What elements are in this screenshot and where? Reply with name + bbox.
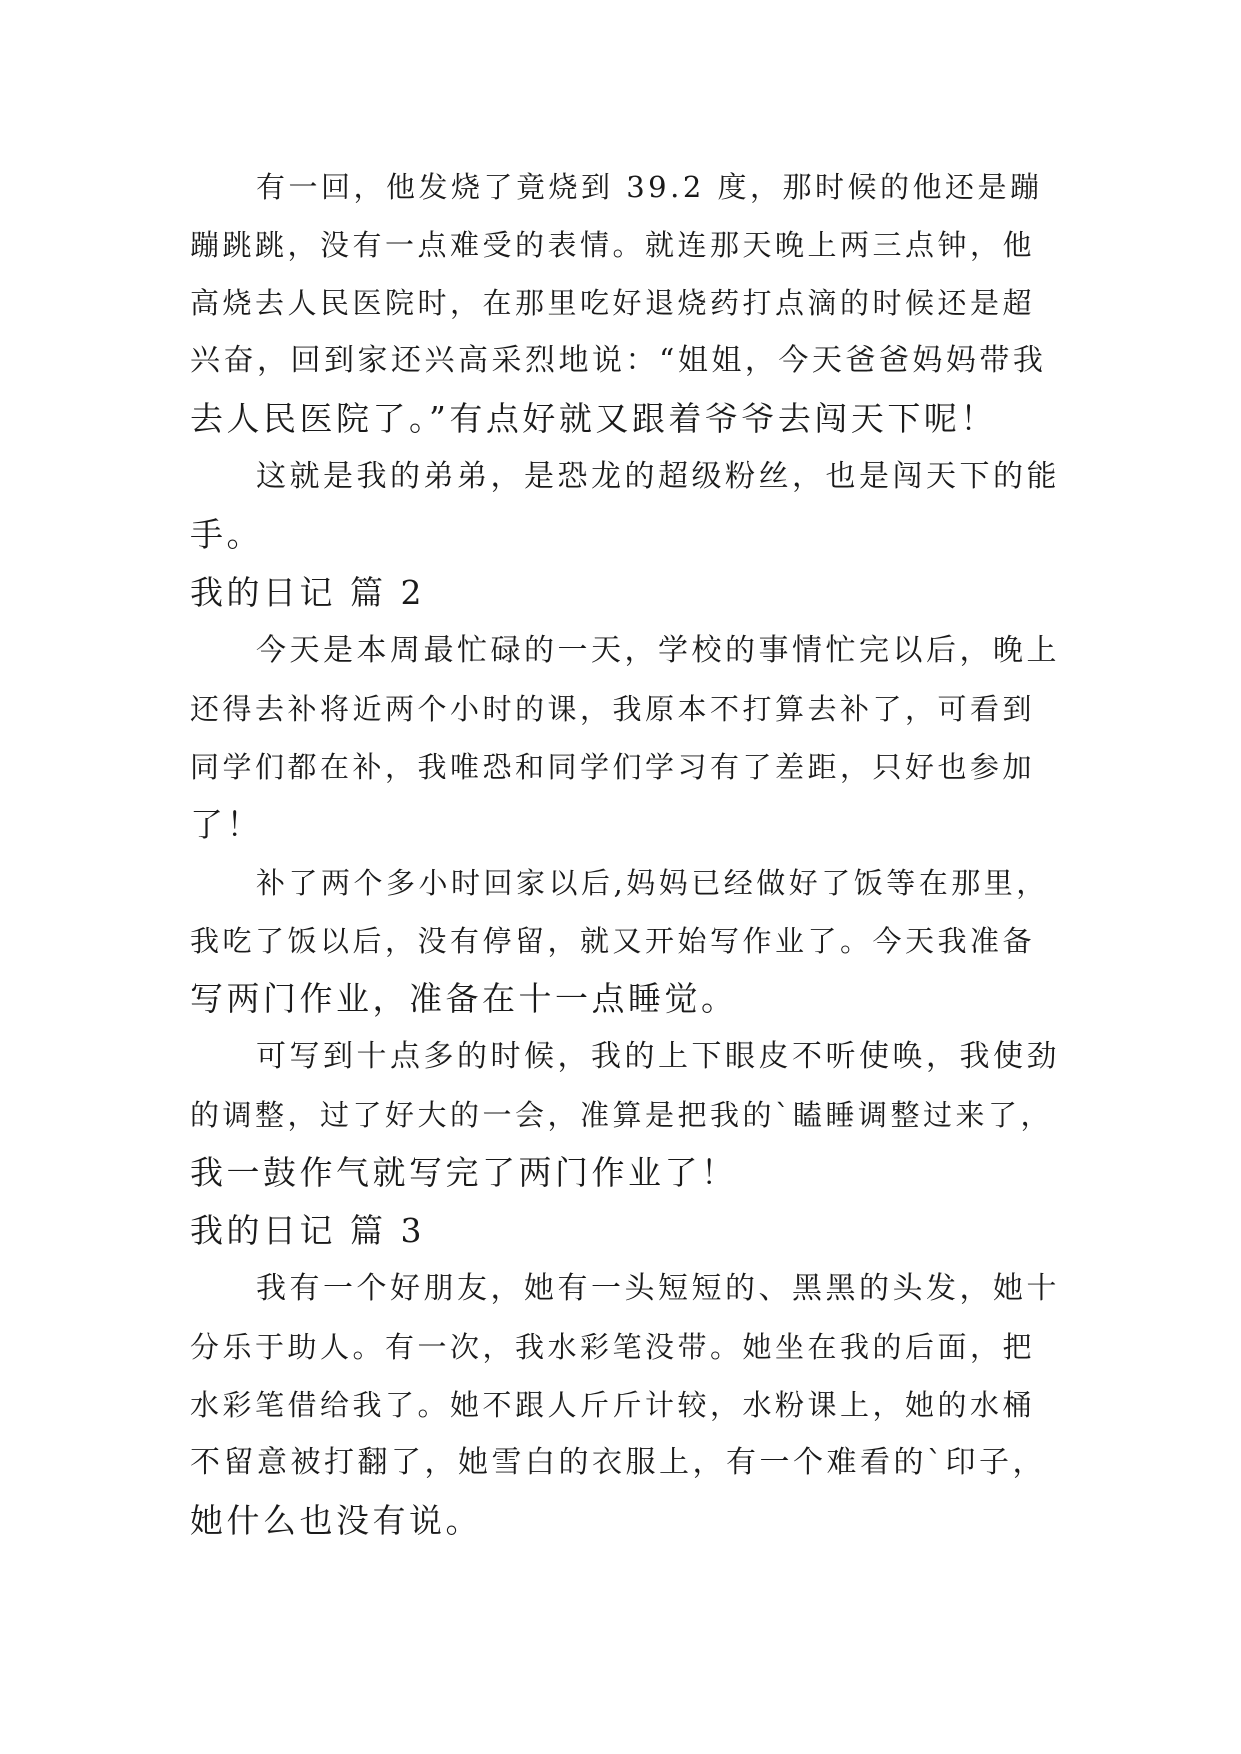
paragraph-line: 补了两个多小时回家以后,妈妈已经做好了饭等在那里， [256, 866, 1049, 900]
paragraph-line: 了！ [190, 805, 263, 844]
paragraph-line: 今天是本周最忙碌的一天，学校的事情忙完以后，晚上 [256, 633, 1060, 668]
paragraph-line: 我吃了饭以后，没有停留，就又开始写作业了。今天我准备 [190, 924, 1036, 958]
paragraph-line: 手。 [190, 515, 263, 554]
paragraph-line: 可写到十点多的时候，我的上下眼皮不听使唤，我使劲 [256, 1039, 1060, 1074]
paragraph-line: 同学们都在补，我唯恐和同学们学习有了差距，只好也参加 [190, 750, 1036, 784]
paragraph-line: 写两门作业，准备在十一点睡觉。 [190, 979, 738, 1018]
paragraph-line: 蹦跳跳，没有一点难受的表情。就连那天晚上两三点钟，他 [190, 228, 1036, 262]
paragraph-line: 高烧去人民医院时，在那里吃好退烧药打点滴的时候还是超 [190, 286, 1036, 320]
paragraph-line: 我有一个好朋友，她有一头短短的、黑黑的头发，她十 [256, 1271, 1060, 1306]
paragraph-line: 分乐于助人。有一次，我水彩笔没带。她坐在我的后面，把 [190, 1330, 1036, 1364]
paragraph-line: 还得去补将近两个小时的课，我原本不打算去补了，可看到 [190, 692, 1036, 726]
paragraph-line: 有一回，他发烧了竟烧到 39.2 度，那时候的他还是蹦 [256, 170, 1043, 204]
paragraph-line: 兴奋，回到家还兴高采烈地说：“姐姐，今天爸爸妈妈带我 [190, 343, 1047, 378]
paragraph-line: 的调整，过了好大的一会，准算是把我的`瞌睡调整过来了， [190, 1098, 1054, 1132]
paragraph-line: 不留意被打翻了，她雪白的衣服上，有一个难看的`印子， [190, 1445, 1046, 1480]
section-heading: 我的日记 篇 3 [190, 1211, 425, 1250]
section-heading: 我的日记 篇 2 [190, 573, 425, 612]
paragraph-line: 这就是我的弟弟，是恐龙的超级粉丝，也是闯天下的能 [256, 459, 1060, 494]
paragraph-line: 水彩笔借给我了。她不跟人斤斤计较，水粉课上，她的水桶 [190, 1388, 1036, 1422]
paragraph-line: 她什么也没有说。 [190, 1501, 482, 1540]
paragraph-line: 我一鼓作气就写完了两门作业了！ [190, 1153, 738, 1192]
paragraph-line: 去人民医院了。”有点好就又跟着爷爷去闯天下呢！ [190, 399, 997, 438]
